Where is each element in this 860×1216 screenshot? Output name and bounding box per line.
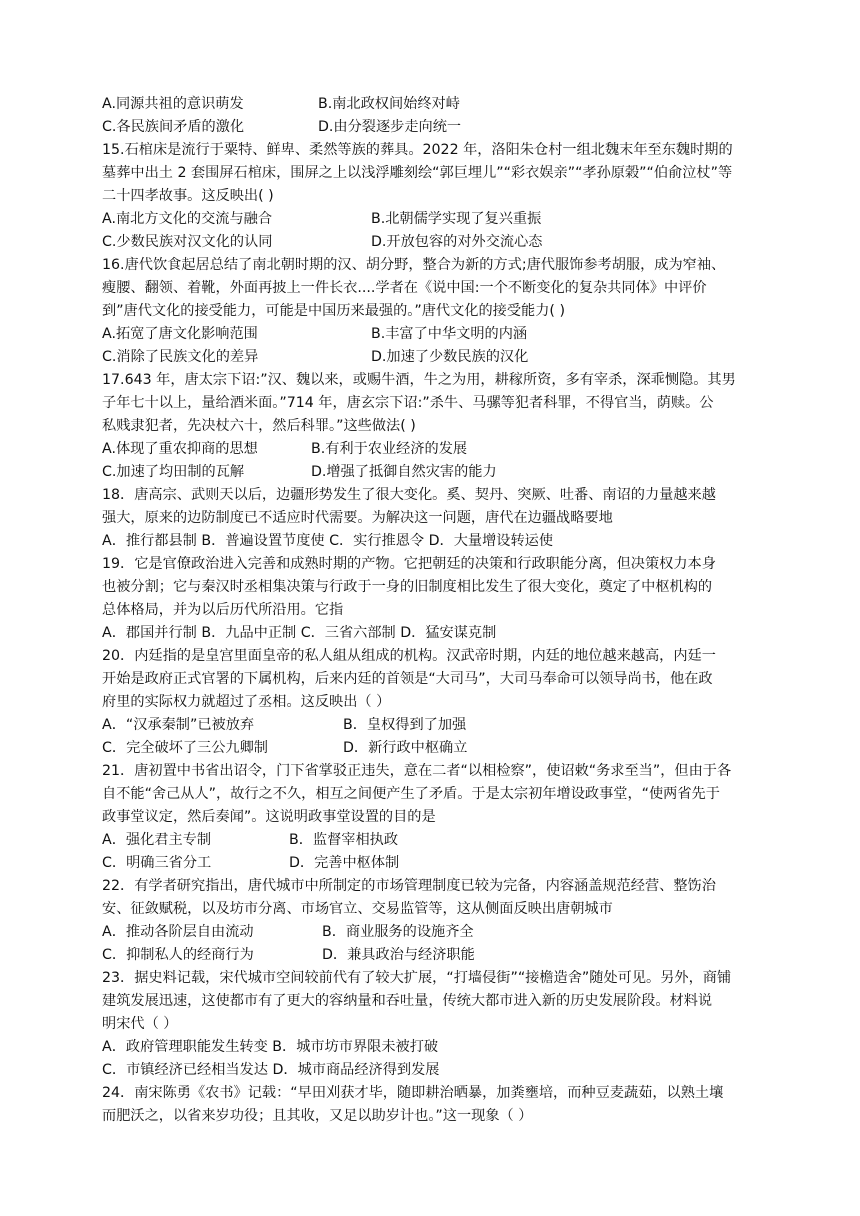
line-text: C．抑制私人的经商行为 <box>102 947 254 963</box>
line-text: 安、征敛赋税，以及坊市分离、市场官立、交易监管等，这从侧面反映出唐朝城市 <box>102 901 613 917</box>
text-line <box>102 945 475 965</box>
text-line <box>102 807 436 827</box>
line-text: 21．唐初置中书省出诏令，门下省掌驳正违失，意在二者“以相检察”，使诏敕“务求至当”，但由于各 <box>102 763 732 779</box>
text-line <box>102 232 543 252</box>
line-text: A.南北方文化的交流与融合 <box>102 211 273 227</box>
text-line <box>102 324 528 344</box>
text-line <box>102 1106 532 1126</box>
line-text: C.消除了民族文化的差异 <box>102 349 259 365</box>
line-text: 子年七十以上，量给酒米面。”714 年，唐玄宗下诏:”杀牛、马骡等犯者科罪，不得官当，荫赎。公 <box>102 395 714 411</box>
line-text: 政事堂议定，然后奏闻”。这说明政事堂设置的目的是 <box>102 809 436 825</box>
option-right-column: D．完善中枢体制 <box>289 855 400 871</box>
line-text: A.拓宽了唐文化影响范围 <box>102 326 258 342</box>
line-text: 自不能“舍己从人”，故行之不久，相互之间便产生了矛盾。于是太宗初年增设政事堂，“使两省先于 <box>102 786 720 802</box>
option-right-column: B.南北政权间始终对峙 <box>318 96 460 112</box>
text-line <box>102 554 716 574</box>
text-line <box>102 1083 723 1103</box>
option-right-column: D.由分裂逐步走向统一 <box>318 119 462 135</box>
line-text: 22．有学者研究指出，唐代城市中所制定的市场管理制度已较为完备，内容涵盖规范经营、整饬治 <box>102 878 716 894</box>
text-line <box>102 416 416 436</box>
option-right-column: B．皇权得到了加强 <box>343 717 467 733</box>
line-text: A．政府管理职能发生转变 B．城市坊市界限未被打破 <box>102 1039 439 1055</box>
line-text: 二十四孝故事。这反映出( ) <box>102 188 274 204</box>
text-line <box>102 922 474 942</box>
line-text: 总体格局，并为以后历代所沿用。它指 <box>102 602 344 618</box>
text-line <box>102 347 529 367</box>
option-right-column: B．监督宰相执政 <box>289 832 399 848</box>
text-line <box>102 853 400 873</box>
line-text: 建筑发展迅速，这使都市有了更大的容纳量和吞吐量，传统大都市进入新的历史发展阶段。材料说 <box>102 993 713 1009</box>
line-text: 15.石棺床是流行于粟特、鲜卑、柔然等族的葬具。2022 年，洛阳朱仓村一组北魏末年至东魏时期的 <box>102 142 733 158</box>
line-text: 开始是政府正式官署的下属机构，后来内廷的首领是“大司马”，大司马奉命可以领导尚书，他在政 <box>102 671 713 687</box>
text-line <box>102 577 712 597</box>
line-text: 瘦腰、翻领、着靴，外面再披上一件长衣....学者在《说中国:一个不断变化的复杂共同体》中评价 <box>102 280 707 296</box>
line-text: 私贱隶犯者，先决杖六十，然后科罪。”这些做法( ) <box>102 418 416 434</box>
text-line <box>102 485 716 505</box>
line-text: A．推行都县制 B．普遍设置节度使 C．实行推恩令 D．大量增设转运使 <box>102 533 554 549</box>
option-right-column: D．兼具政治与经济职能 <box>322 947 475 963</box>
text-line <box>102 600 343 620</box>
text-line <box>102 370 736 390</box>
line-text: 府里的实际权力就超过了丞相。这反映出（ ） <box>102 694 391 710</box>
line-text: C．市镇经济已经相当发达 D．城市商品经济得到发展 <box>102 1062 440 1078</box>
line-text: C.少数民族对汉文化的认同 <box>102 234 273 250</box>
text-line <box>102 209 542 229</box>
line-text: 强大，原来的边防制度已不适应时代需要。为解决这一问题，唐代在边疆战略要地 <box>102 510 613 526</box>
line-text: 而肥沃之，以省来岁功役；且其收，又足以助岁计也。”这一现象（ ） <box>102 1108 533 1124</box>
text-line <box>102 301 565 321</box>
line-text: 到”唐代文化的接受能力，可能是中国历来最强的。”唐代文化的接受能力( ) <box>102 303 565 319</box>
text-line <box>102 531 553 551</box>
text-line <box>102 140 733 160</box>
line-text: A．强化君主专制 <box>102 832 212 848</box>
text-line <box>102 646 716 666</box>
option-right-column: B．商业服务的设施齐全 <box>322 924 474 940</box>
line-text: 也被分割；它与秦汉时丞相集决策与行政于一身的旧制度相比发生了很大变化，奠定了中枢机构的 <box>102 579 713 595</box>
line-text: C．明确三省分工 <box>102 855 212 871</box>
text-line <box>102 278 707 298</box>
text-line <box>102 876 716 896</box>
text-line <box>102 1037 438 1057</box>
text-line <box>102 255 725 275</box>
line-text: C.各民族间矛盾的激化 <box>102 119 245 135</box>
option-right-column: D．新行政中枢确立 <box>343 740 468 756</box>
line-text: 23．据史料记载，宋代城市空间较前代有了较大扩展，“打墙侵街”“接檐造舍”随处可见。另外，商铺 <box>102 970 732 986</box>
text-line <box>102 117 462 137</box>
text-line <box>102 899 613 919</box>
line-text: A．“汉承秦制”已被放弃 <box>102 717 255 733</box>
line-text: 20．内廷指的是皇宫里面皇帝的私人組从组成的机构。汉武帝时期，内廷的地位越来越高，内廷一 <box>102 648 716 664</box>
line-text: 墓葬中出土 2 套围屏石棺床，围屏之上以浅浮雕刻绘“郭巨埋儿”“彩衣娱亲”“孝孙原榖”“伯俞泣杖”等 <box>102 165 733 181</box>
line-text: 24．南宋陈勇《农书》记载：“早田刈获才毕，随即耕治晒暴，加粪壅培，而种豆麦蔬茹，以熟土壤 <box>102 1085 724 1101</box>
line-text: A．郡国并行制 B．九品中正制 C．三省六部制 D．猛安谋克制 <box>102 625 497 641</box>
line-text: A．推动各阶层自由流动 <box>102 924 254 940</box>
line-text: A.体现了重农抑商的思想 <box>102 441 258 457</box>
line-text: C.加速了均田制的瓦解 <box>102 464 245 480</box>
line-text: A.同源共祖的意识萌发 <box>102 96 244 112</box>
option-right-column: D.加速了少数民族的汉化 <box>371 349 529 365</box>
line-text: 明宋代（ ） <box>102 1016 178 1032</box>
text-line <box>102 163 732 183</box>
text-line <box>102 462 497 482</box>
line-text: 19．它是官僚政治进入完善和成熟时期的产物。它把朝廷的决策和行政职能分离，但决策权力本身 <box>102 556 716 572</box>
option-right-column: D.开放包容的对外交流心态 <box>371 234 543 250</box>
text-line <box>102 692 390 712</box>
text-line <box>102 94 460 114</box>
text-line <box>102 968 731 988</box>
text-line <box>102 508 613 528</box>
option-right-column: B.北朝儒学实现了复兴重振 <box>371 211 542 227</box>
text-line <box>102 715 467 735</box>
option-right-column: D.增强了抵御自然灾害的能力 <box>311 464 497 480</box>
text-line <box>102 761 731 781</box>
option-right-column: B.丰富了中华文明的内涵 <box>371 326 528 342</box>
text-line <box>102 393 713 413</box>
text-line <box>102 784 720 804</box>
text-line <box>102 738 468 758</box>
text-line <box>102 991 712 1011</box>
text-line <box>102 830 399 850</box>
line-text: 17.643 年，唐太宗下诏:”汉、魏以来，或赐牛酒，牛之为用，耕稼所资，多有宰杀，深乖恻隐。其男 <box>102 372 736 388</box>
text-line <box>102 186 274 206</box>
line-text: 18．唐高宗、武则天以后，边疆形势发生了很大变化。奚、契丹、突厥、吐番、南诏的力量越来越 <box>102 487 716 503</box>
text-line <box>102 669 713 689</box>
text-line <box>102 623 496 643</box>
text-line <box>102 439 468 459</box>
option-right-column: B.有利于农业经济的发展 <box>311 441 468 457</box>
text-line <box>102 1060 439 1080</box>
line-text: C．完全破坏了三公九卿制 <box>102 740 268 756</box>
text-line <box>102 1014 177 1034</box>
line-text: 16.唐代饮食起居总结了南北朝时期的汉、胡分野，整合为新的方式;唐代服饰参考胡服，成为窄袖、 <box>102 257 726 273</box>
